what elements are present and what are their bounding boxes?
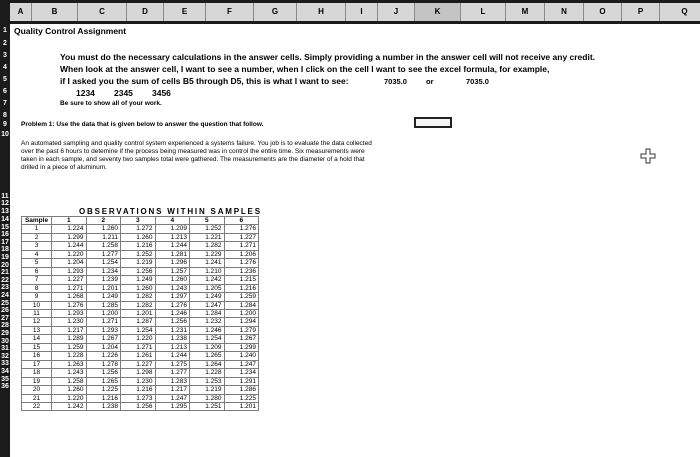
measurement-cell[interactable]: 1.206 bbox=[224, 250, 259, 258]
row-header-8[interactable]: 8 bbox=[3, 112, 7, 119]
measurement-cell[interactable]: 1.232 bbox=[190, 318, 225, 326]
measurement-cell[interactable]: 1.254 bbox=[190, 335, 225, 343]
measurement-cell[interactable]: 1.265 bbox=[86, 377, 121, 385]
measurement-cell[interactable]: 1.278 bbox=[86, 360, 121, 368]
measurement-cell[interactable]: 1.260 bbox=[155, 276, 190, 284]
measurement-cell[interactable]: 1.296 bbox=[155, 259, 190, 267]
column-header-f[interactable]: F bbox=[206, 3, 254, 21]
row-header-32[interactable]: 32 bbox=[1, 353, 9, 360]
row-header-29[interactable]: 29 bbox=[1, 330, 9, 337]
measurement-cell[interactable]: 1.200 bbox=[224, 309, 259, 317]
measurement-cell[interactable]: 1.252 bbox=[190, 225, 225, 233]
example-or-text: or bbox=[426, 77, 434, 86]
row-header-31[interactable]: 31 bbox=[1, 345, 9, 352]
measurement-cell[interactable]: 1.243 bbox=[52, 369, 87, 377]
measurement-cell[interactable]: 1.268 bbox=[52, 293, 87, 301]
table-row bbox=[22, 402, 259, 410]
column-header-l[interactable]: L bbox=[461, 3, 506, 21]
measurement-cell[interactable]: 1.273 bbox=[121, 394, 156, 402]
sample-number-cell[interactable]: 4 bbox=[22, 250, 52, 258]
table-row bbox=[22, 326, 259, 334]
measurement-cell[interactable]: 1.209 bbox=[155, 225, 190, 233]
measurement-cell[interactable]: 1.238 bbox=[155, 335, 190, 343]
table-row bbox=[22, 225, 259, 233]
row-header-11[interactable]: 11 bbox=[1, 193, 9, 200]
measurement-cell[interactable]: 1.210 bbox=[190, 267, 225, 275]
column-header-q[interactable]: Q bbox=[660, 3, 700, 21]
measurement-cell[interactable]: 1.226 bbox=[86, 352, 121, 360]
row-header-5[interactable]: 5 bbox=[3, 76, 7, 83]
measurement-cell[interactable]: 1.216 bbox=[121, 386, 156, 394]
measurement-cell[interactable]: 1.201 bbox=[121, 309, 156, 317]
measurement-cell[interactable]: 1.234 bbox=[86, 267, 121, 275]
row-header-14[interactable]: 14 bbox=[1, 216, 9, 223]
measurement-cell[interactable]: 1.236 bbox=[224, 267, 259, 275]
measurement-cell[interactable]: 1.227 bbox=[52, 276, 87, 284]
measurement-cell[interactable]: 1.219 bbox=[190, 386, 225, 394]
row-header-35[interactable]: 35 bbox=[1, 376, 9, 383]
measurement-cell[interactable]: 1.283 bbox=[155, 377, 190, 385]
column-heading[interactable]: Sample bbox=[22, 217, 52, 225]
column-header-j[interactable]: J bbox=[378, 3, 415, 21]
sample-number-cell[interactable]: 12 bbox=[22, 318, 52, 326]
measurement-cell[interactable]: 1.220 bbox=[52, 394, 87, 402]
measurement-cell[interactable]: 1.256 bbox=[86, 369, 121, 377]
measurement-cell[interactable]: 1.261 bbox=[121, 352, 156, 360]
sample-number-cell[interactable]: 9 bbox=[22, 293, 52, 301]
measurement-cell[interactable]: 1.247 bbox=[155, 394, 190, 402]
measurement-cell[interactable]: 1.252 bbox=[121, 250, 156, 258]
sample-number-cell[interactable]: 16 bbox=[22, 352, 52, 360]
column-header-h[interactable]: H bbox=[297, 3, 346, 21]
measurement-cell[interactable]: 1.282 bbox=[121, 301, 156, 309]
column-header-o[interactable]: O bbox=[584, 3, 622, 21]
row-header-18[interactable]: 18 bbox=[1, 246, 9, 253]
observations-caption: OBSERVATIONS WITHIN SAMPLES bbox=[79, 207, 262, 216]
column-header-p[interactable]: P bbox=[622, 3, 660, 21]
table-row bbox=[22, 267, 259, 275]
row-header-19[interactable]: 19 bbox=[1, 254, 9, 261]
column-header-b[interactable]: B bbox=[32, 3, 78, 21]
row-header-3[interactable]: 3 bbox=[3, 52, 7, 59]
sample-number-cell[interactable]: 7 bbox=[22, 276, 52, 284]
table-row bbox=[22, 377, 259, 385]
row-header-10[interactable]: 10 bbox=[1, 131, 9, 138]
example-answer-value[interactable]: 7035.0 bbox=[384, 77, 407, 86]
measurement-cell[interactable]: 1.220 bbox=[52, 250, 87, 258]
column-header-d[interactable]: D bbox=[127, 3, 164, 21]
column-heading[interactable]: 2 bbox=[86, 217, 121, 225]
measurement-cell[interactable]: 1.204 bbox=[52, 259, 87, 267]
selected-cell[interactable] bbox=[414, 117, 452, 128]
measurement-cell[interactable]: 1.267 bbox=[224, 335, 259, 343]
measurement-cell[interactable]: 1.277 bbox=[155, 369, 190, 377]
measurement-cell[interactable]: 1.246 bbox=[190, 326, 225, 334]
measurement-cell[interactable]: 1.271 bbox=[52, 284, 87, 292]
sample-number-cell[interactable]: 17 bbox=[22, 360, 52, 368]
measurement-cell[interactable]: 1.281 bbox=[155, 250, 190, 258]
row-header-21[interactable]: 21 bbox=[1, 269, 9, 276]
example-cell-d5[interactable]: 3456 bbox=[152, 88, 171, 98]
instruction-line-2: When look at the answer cell, I want to see a number, when I click on the cell I want to see the excel formula, for example, bbox=[60, 64, 550, 74]
row-header-30[interactable]: 30 bbox=[1, 338, 9, 345]
measurement-cell[interactable]: 1.225 bbox=[224, 394, 259, 402]
measurement-cell[interactable]: 1.287 bbox=[121, 318, 156, 326]
measurement-cell[interactable]: 1.297 bbox=[155, 293, 190, 301]
measurement-cell[interactable]: 1.238 bbox=[86, 402, 121, 410]
measurement-cell[interactable]: 1.264 bbox=[190, 360, 225, 368]
measurement-cell[interactable]: 1.227 bbox=[121, 360, 156, 368]
row-header-12[interactable]: 12 bbox=[1, 200, 9, 207]
measurement-cell[interactable]: 1.284 bbox=[190, 309, 225, 317]
row-header-bar bbox=[0, 24, 10, 457]
measurement-cell[interactable]: 1.298 bbox=[121, 369, 156, 377]
row-header-9[interactable]: 9 bbox=[3, 121, 7, 128]
measurement-cell[interactable]: 1.251 bbox=[190, 402, 225, 410]
row-header-22[interactable]: 22 bbox=[1, 277, 9, 284]
measurement-cell[interactable]: 1.247 bbox=[190, 301, 225, 309]
column-header-e[interactable]: E bbox=[164, 3, 206, 21]
table-row bbox=[22, 276, 259, 284]
measurement-cell[interactable]: 1.260 bbox=[121, 233, 156, 241]
measurement-cell[interactable]: 1.217 bbox=[52, 326, 87, 334]
measurement-cell[interactable]: 1.276 bbox=[52, 301, 87, 309]
measurement-cell[interactable]: 1.286 bbox=[224, 386, 259, 394]
measurement-cell[interactable]: 1.259 bbox=[52, 343, 87, 351]
measurement-cell[interactable]: 1.244 bbox=[52, 242, 87, 250]
measurement-cell[interactable]: 1.260 bbox=[52, 386, 87, 394]
sample-number-cell[interactable]: 3 bbox=[22, 242, 52, 250]
measurement-cell[interactable]: 1.230 bbox=[121, 377, 156, 385]
column-header-i[interactable]: I bbox=[346, 3, 378, 21]
measurement-cell[interactable]: 1.217 bbox=[155, 386, 190, 394]
table-header-row bbox=[22, 217, 259, 225]
table-row bbox=[22, 360, 259, 368]
measurement-cell[interactable]: 1.289 bbox=[52, 335, 87, 343]
column-header-n[interactable]: N bbox=[545, 3, 584, 21]
table-row bbox=[22, 369, 259, 377]
table-row bbox=[22, 335, 259, 343]
sample-number-cell[interactable]: 8 bbox=[22, 284, 52, 292]
measurement-cell[interactable]: 1.260 bbox=[121, 284, 156, 292]
measurement-cell[interactable]: 1.229 bbox=[190, 250, 225, 258]
measurement-cell[interactable]: 1.282 bbox=[190, 242, 225, 250]
measurement-cell[interactable]: 1.256 bbox=[121, 402, 156, 410]
column-header-k[interactable]: K bbox=[415, 3, 461, 21]
row-header-27[interactable]: 27 bbox=[1, 315, 9, 322]
measurement-cell[interactable]: 1.277 bbox=[86, 250, 121, 258]
measurement-cell[interactable]: 1.265 bbox=[190, 352, 225, 360]
measurement-cell[interactable]: 1.234 bbox=[224, 369, 259, 377]
measurement-cell[interactable]: 1.242 bbox=[52, 402, 87, 410]
table-row bbox=[22, 233, 259, 241]
measurement-cell[interactable]: 1.216 bbox=[224, 284, 259, 292]
measurement-cell[interactable]: 1.271 bbox=[86, 318, 121, 326]
row-header-1[interactable]: 1 bbox=[3, 27, 7, 34]
row-header-17[interactable]: 17 bbox=[1, 239, 9, 246]
measurement-cell[interactable]: 1.294 bbox=[224, 318, 259, 326]
sample-number-cell[interactable]: 21 bbox=[22, 394, 52, 402]
measurement-cell[interactable]: 1.224 bbox=[52, 225, 87, 233]
measurement-cell[interactable]: 1.284 bbox=[224, 301, 259, 309]
measurement-cell[interactable]: 1.271 bbox=[121, 343, 156, 351]
problem-description: An automated sampling and quality control system experienced a systems failure. You job is to evaluate the data collected over the past 6 hours to detemine if the process being measured was in control the entire time. Six measurements were taken in each sample, and seventy two samples total were gathered. The measurements are the diameter of a hold that drilled in a piece of aluminum. bbox=[21, 140, 372, 171]
measurement-cell[interactable]: 1.263 bbox=[52, 360, 87, 368]
sample-number-cell[interactable]: 18 bbox=[22, 369, 52, 377]
row-header-7[interactable]: 7 bbox=[3, 100, 7, 107]
measurement-cell[interactable]: 1.272 bbox=[121, 225, 156, 233]
sheet-title: Quality Control Assignment bbox=[14, 26, 127, 36]
measurement-cell[interactable]: 1.249 bbox=[86, 293, 121, 301]
measurement-cell[interactable]: 1.293 bbox=[52, 267, 87, 275]
measurement-cell[interactable]: 1.260 bbox=[86, 225, 121, 233]
measurement-cell[interactable]: 1.211 bbox=[86, 233, 121, 241]
row-header-20[interactable]: 20 bbox=[1, 262, 9, 269]
measurement-cell[interactable]: 1.299 bbox=[224, 343, 259, 351]
table-row bbox=[22, 309, 259, 317]
measurement-cell[interactable]: 1.293 bbox=[86, 326, 121, 334]
measurement-cell[interactable]: 1.249 bbox=[121, 276, 156, 284]
measurement-cell[interactable]: 1.239 bbox=[86, 276, 121, 284]
measurement-cell[interactable]: 1.275 bbox=[155, 360, 190, 368]
measurement-cell[interactable]: 1.216 bbox=[121, 242, 156, 250]
sample-number-cell[interactable]: 11 bbox=[22, 309, 52, 317]
measurement-cell[interactable]: 1.242 bbox=[190, 276, 225, 284]
table-row bbox=[22, 250, 259, 258]
instruction-line-3: if I asked you the sum of cells B5 through D5, this is what I want to see: bbox=[60, 76, 349, 86]
sample-number-cell[interactable]: 19 bbox=[22, 377, 52, 385]
measurement-cell[interactable]: 1.254 bbox=[121, 326, 156, 334]
measurement-cell[interactable]: 1.256 bbox=[121, 267, 156, 275]
measurement-cell[interactable]: 1.293 bbox=[52, 309, 87, 317]
measurement-cell[interactable]: 1.205 bbox=[190, 284, 225, 292]
row-header-4[interactable]: 4 bbox=[3, 64, 7, 71]
measurement-cell[interactable]: 1.244 bbox=[155, 242, 190, 250]
measurement-cell[interactable]: 1.253 bbox=[190, 377, 225, 385]
measurement-cell[interactable]: 1.249 bbox=[190, 293, 225, 301]
row-header-13[interactable]: 13 bbox=[1, 208, 9, 215]
measurement-cell[interactable]: 1.282 bbox=[121, 293, 156, 301]
example-cell-c5[interactable]: 2345 bbox=[114, 88, 133, 98]
table-row bbox=[22, 343, 259, 351]
column-heading[interactable]: 1 bbox=[52, 217, 87, 225]
sample-number-cell[interactable]: 1 bbox=[22, 225, 52, 233]
measurement-cell[interactable]: 1.267 bbox=[86, 335, 121, 343]
measurement-cell[interactable]: 1.258 bbox=[52, 377, 87, 385]
row-header-24[interactable]: 24 bbox=[1, 292, 9, 299]
instruction-line-1: You must do the necessary calculations in the answer cells. Simply providing a number in the answer cell will not receive any credit. bbox=[60, 52, 596, 62]
table-row bbox=[22, 318, 259, 326]
measurement-cell[interactable]: 1.276 bbox=[155, 301, 190, 309]
measurement-cell[interactable]: 1.231 bbox=[155, 326, 190, 334]
row-header-26[interactable]: 26 bbox=[1, 307, 9, 314]
measurement-cell[interactable]: 1.213 bbox=[155, 343, 190, 351]
column-header-c[interactable]: C bbox=[78, 3, 127, 21]
row-header-36[interactable]: 36 bbox=[1, 383, 9, 390]
observations-table bbox=[21, 216, 259, 411]
measurement-cell[interactable]: 1.204 bbox=[86, 343, 121, 351]
measurement-cell[interactable]: 1.247 bbox=[224, 360, 259, 368]
measurement-cell[interactable]: 1.219 bbox=[121, 259, 156, 267]
example-answer-value-2[interactable]: 7035.0 bbox=[466, 77, 489, 86]
measurement-cell[interactable]: 1.299 bbox=[52, 233, 87, 241]
table-row bbox=[22, 301, 259, 309]
sample-number-cell[interactable]: 14 bbox=[22, 335, 52, 343]
problem-label: Problem 1: Use the data that is given below to answer the question that follow. bbox=[21, 121, 264, 128]
measurement-cell[interactable]: 1.225 bbox=[86, 386, 121, 394]
table-row bbox=[22, 284, 259, 292]
row-header-16[interactable]: 16 bbox=[1, 231, 9, 238]
measurement-cell[interactable]: 1.215 bbox=[224, 276, 259, 284]
column-header-bar bbox=[0, 0, 700, 24]
column-heading[interactable]: 3 bbox=[121, 217, 156, 225]
measurement-cell[interactable]: 1.244 bbox=[155, 352, 190, 360]
sample-number-cell[interactable]: 20 bbox=[22, 386, 52, 394]
measurement-cell[interactable]: 1.230 bbox=[52, 318, 87, 326]
table-row bbox=[22, 394, 259, 402]
sample-number-cell[interactable]: 13 bbox=[22, 326, 52, 334]
row-header-25[interactable]: 25 bbox=[1, 300, 9, 307]
measurement-cell[interactable]: 1.200 bbox=[86, 309, 121, 317]
measurement-cell[interactable]: 1.209 bbox=[190, 343, 225, 351]
sample-number-cell[interactable]: 2 bbox=[22, 233, 52, 241]
measurement-cell[interactable]: 1.220 bbox=[121, 335, 156, 343]
measurement-cell[interactable]: 1.279 bbox=[224, 326, 259, 334]
column-header-m[interactable]: M bbox=[506, 3, 545, 21]
sample-number-cell[interactable]: 22 bbox=[22, 402, 52, 410]
measurement-cell[interactable]: 1.258 bbox=[86, 242, 121, 250]
measurement-cell[interactable]: 1.201 bbox=[86, 284, 121, 292]
measurement-cell[interactable]: 1.216 bbox=[86, 394, 121, 402]
row-header-23[interactable]: 23 bbox=[1, 284, 9, 291]
measurement-cell[interactable]: 1.228 bbox=[52, 352, 87, 360]
column-heading[interactable]: 4 bbox=[155, 217, 190, 225]
measurement-cell[interactable]: 1.246 bbox=[155, 309, 190, 317]
measurement-cell[interactable]: 1.241 bbox=[190, 259, 225, 267]
instruction-line-7: Be sure to show all of your work. bbox=[60, 100, 162, 107]
column-header-g[interactable]: G bbox=[254, 3, 297, 21]
table-row bbox=[22, 259, 259, 267]
measurement-cell[interactable]: 1.256 bbox=[155, 318, 190, 326]
row-header-15[interactable]: 15 bbox=[1, 224, 9, 231]
row-header-6[interactable]: 6 bbox=[3, 88, 7, 95]
table-row bbox=[22, 293, 259, 301]
column-heading[interactable]: 5 bbox=[190, 217, 225, 225]
sample-number-cell[interactable]: 6 bbox=[22, 267, 52, 275]
measurement-cell[interactable]: 1.213 bbox=[155, 233, 190, 241]
measurement-cell[interactable]: 1.280 bbox=[190, 394, 225, 402]
crosshair-cursor-icon bbox=[640, 148, 656, 164]
measurement-cell[interactable]: 1.276 bbox=[224, 259, 259, 267]
measurement-cell[interactable]: 1.276 bbox=[224, 225, 259, 233]
measurement-cell[interactable]: 1.295 bbox=[155, 402, 190, 410]
column-header-a[interactable]: A bbox=[10, 3, 32, 21]
row-header-28[interactable]: 28 bbox=[1, 322, 9, 329]
table-row bbox=[22, 352, 259, 360]
measurement-cell[interactable]: 1.243 bbox=[155, 284, 190, 292]
measurement-cell[interactable]: 1.240 bbox=[224, 352, 259, 360]
measurement-cell[interactable]: 1.271 bbox=[224, 242, 259, 250]
example-cell-b5[interactable]: 1234 bbox=[76, 88, 95, 98]
measurement-cell[interactable]: 1.257 bbox=[155, 267, 190, 275]
measurement-cell[interactable]: 1.227 bbox=[224, 233, 259, 241]
sample-number-cell[interactable]: 10 bbox=[22, 301, 52, 309]
measurement-cell[interactable]: 1.228 bbox=[190, 369, 225, 377]
row-header-33[interactable]: 33 bbox=[1, 360, 9, 367]
table-row bbox=[22, 386, 259, 394]
measurement-cell[interactable]: 1.254 bbox=[86, 259, 121, 267]
row-header-34[interactable]: 34 bbox=[1, 368, 9, 375]
measurement-cell[interactable]: 1.201 bbox=[224, 402, 259, 410]
column-heading[interactable]: 6 bbox=[224, 217, 259, 225]
row-header-2[interactable]: 2 bbox=[3, 40, 7, 47]
measurement-cell[interactable]: 1.221 bbox=[190, 233, 225, 241]
sample-number-cell[interactable]: 15 bbox=[22, 343, 52, 351]
measurement-cell[interactable]: 1.291 bbox=[224, 377, 259, 385]
measurement-cell[interactable]: 1.259 bbox=[224, 293, 259, 301]
measurement-cell[interactable]: 1.285 bbox=[86, 301, 121, 309]
sample-number-cell[interactable]: 5 bbox=[22, 259, 52, 267]
table-row bbox=[22, 242, 259, 250]
